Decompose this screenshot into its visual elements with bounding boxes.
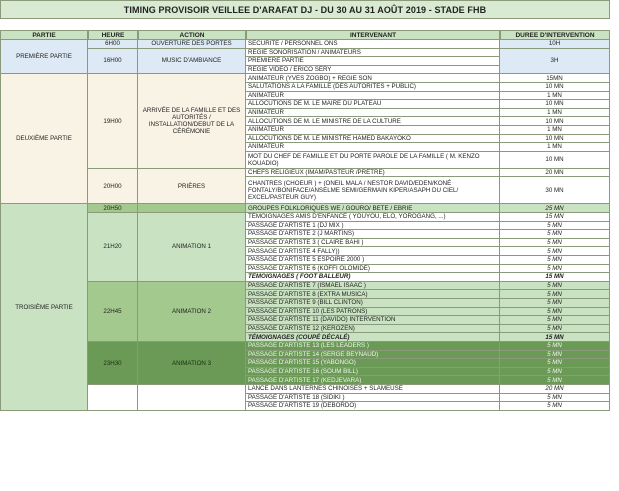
intervenant-cell: PASSAGE D'ARTISTE 13 (LES LEADERS ): [246, 342, 500, 351]
duree-cell: 5 MN: [500, 256, 610, 265]
heure-cell: 21H20: [88, 213, 138, 282]
action-cell: PRIÈRES: [138, 169, 246, 205]
intervenant-cell: ANIMATEUR (YVES ZOGBO) + REGIE SON: [246, 74, 500, 83]
intervenant-cell: PASSAGE D'ARTISTE 15 (YABONGO): [246, 359, 500, 368]
intervenant-cell: TÉMOIGNAGES (COUPÉ DÉCALÉ): [246, 333, 500, 342]
duree-cell: 5 MN: [500, 308, 610, 317]
intervenant-cell: PASSAGE D'ARTISTE 7 (ISMAEL ISAAC ): [246, 282, 500, 291]
duree-cell: 5 MN: [500, 247, 610, 256]
action-cell: ANIMATION 2: [138, 282, 246, 342]
intervenant-cell: ANIMATEUR: [246, 109, 500, 118]
header-heure: HEURE: [88, 30, 138, 40]
intervenant-cell: PASSAGE D'ARTISTE 8 (EXTRA MUSICA): [246, 290, 500, 299]
intervenant-cell: PASSAGE D'ARTISTE 11 (DAVIDO) INTERVENTION: [246, 316, 500, 325]
intervenant-cell: PASSAGE D'ARTISTE 3 ( CLAIRE BAHI ): [246, 239, 500, 248]
duree-cell: 1 MN: [500, 143, 610, 152]
duree-cell: 5 MN: [500, 222, 610, 231]
intervenant-cell: PASSAGE D'ARTISTE 18 (SIDIKI ): [246, 394, 500, 403]
duree-cell: 5 MN: [500, 325, 610, 334]
intervenant-cell: CHANTRES (CHOEUR ) + (ONEIL MALA / NESTOR DAVID/EDEN/KONÉ FONTALY/BONIFACE/ANSELME SEMI/GERMAIN KIPER/ASAPH DU CIEL/ EXCEL/PASTEUR GUY): [246, 177, 500, 204]
duree-cell: 30 MN: [500, 177, 610, 204]
action-cell: ARRIVÉE DE LA FAMILLE ET DES AUTORITÉS / INSTALLATION/DEBUT DE LA CÉRÉMONIE: [138, 74, 246, 168]
intervenant-cell: PREMIERE PARTIE: [246, 57, 500, 66]
duree-cell: 10 MN: [500, 117, 610, 126]
duree-cell: 3H: [500, 49, 610, 75]
intervenant-cell: ALLOCUTIONS DE M. LE MINISTRE HAMED BAKAYOKO: [246, 135, 500, 144]
duree-cell: 10 MN: [500, 135, 610, 144]
action-cell: [138, 204, 246, 213]
duree-cell: 10H: [500, 40, 610, 49]
duree-cell: 10 MN: [500, 83, 610, 92]
header-action: ACTION: [138, 30, 246, 40]
intervenant-cell: PASSAGE D'ARTISTE 19 (DEBORDO): [246, 402, 500, 411]
duree-cell: 1 MN: [500, 109, 610, 118]
duree-cell: 5 MN: [500, 299, 610, 308]
heure-cell: 22H45: [88, 282, 138, 342]
duree-cell: 15MN: [500, 74, 610, 83]
heure-cell: 23H30: [88, 342, 138, 385]
intervenant-cell: PASSAGE D'ARTISTE 12 (KEROZEN): [246, 325, 500, 334]
heure-cell: 20H00: [88, 169, 138, 205]
header-intervenant: INTERVENANT: [246, 30, 500, 40]
intervenant-cell: ALLOCUTIONS DE M. LE MAIRE DU PLATEAU: [246, 100, 500, 109]
page-title: TIMING PROVISOIR VEILLEE D'ARAFAT DJ - DU 30 AU 31 AOÛT 2019 - STADE FHB: [0, 0, 610, 19]
header-partie: PARTIE: [0, 30, 88, 40]
action-cell: ANIMATION 3: [138, 342, 246, 385]
heure-cell: [88, 385, 138, 411]
intervenant-cell: PASSAGE D'ARTISTE 10 (LES PATRONS): [246, 308, 500, 317]
intervenant-cell: CHEFS RELIGIEUX (IMAM/PASTEUR /PRÊTRE): [246, 169, 500, 178]
intervenant-cell: REGIE SONORISATION / ANIMATEURS: [246, 49, 500, 58]
duree-cell: 1 MN: [500, 126, 610, 135]
action-cell: ANIMATION 1: [138, 213, 246, 282]
intervenant-cell: GROUPES FOLKLORIQUES WE / GOURO/ BETE / EBRIE: [246, 204, 500, 213]
intervenant-cell: SECURITE / PERSONNEL ONS: [246, 40, 500, 49]
duree-cell: 5 MN: [500, 351, 610, 360]
duree-cell: 5 MN: [500, 316, 610, 325]
intervenant-cell: MOT DU CHEF DE FAMILLE ET DU PORTE PAROLE DE LA FAMILLE ( M. KENZO KOUADIO): [246, 152, 500, 169]
intervenant-cell: ANIMATEUR: [246, 143, 500, 152]
heure-cell: 19H00: [88, 74, 138, 168]
intervenant-cell: PASSAGE D'ARTISTE 1 (DJ MIX ): [246, 222, 500, 231]
duree-cell: 5 MN: [500, 359, 610, 368]
intervenant-cell: PASSAGE D'ARTISTE 6 (KOFFI OLOMIDÉ): [246, 265, 500, 274]
intervenant-cell: REGIE VIDEO / ERICO SERY: [246, 66, 500, 75]
intervenant-cell: ANIMATEUR: [246, 126, 500, 135]
intervenant-cell: PASSAGE D'ARTISTE 9 (BILL CLINTON): [246, 299, 500, 308]
duree-cell: 5 MN: [500, 239, 610, 248]
partie-label: PREMIÈRE PARTIE: [0, 40, 88, 74]
duree-cell: 5 MN: [500, 230, 610, 239]
duree-cell: 15 MN: [500, 333, 610, 342]
duree-cell: 5 MN: [500, 376, 610, 385]
duree-cell: 20 MN: [500, 385, 610, 394]
duree-cell: 5 MN: [500, 265, 610, 274]
heure-cell: 6H00: [88, 40, 138, 49]
duree-cell: 20 MN: [500, 169, 610, 178]
action-cell: [138, 385, 246, 411]
duree-cell: 5 MN: [500, 342, 610, 351]
intervenant-cell: ANIMATEUR: [246, 92, 500, 101]
intervenant-cell: PASSAGE D'ARTISTE 16 (SOUM BILL): [246, 368, 500, 377]
action-cell: OUVERTURE DES PORTES: [138, 40, 246, 49]
duree-cell: 15 MN: [500, 273, 610, 282]
intervenant-cell: PASSAGE D'ARTISTE 4 FALLY)): [246, 247, 500, 256]
partie-label: DEUXIÈME PARTIE: [0, 74, 88, 204]
duree-cell: 5 MN: [500, 394, 610, 403]
intervenant-cell: PASSAGE D'ARTISTE 14 (SERGE BEYNAUD): [246, 351, 500, 360]
intervenant-cell: ALLOCUTIONS DE M. LE MINISTRE DE LA CULTURE: [246, 117, 500, 126]
duree-cell: 10 MN: [500, 100, 610, 109]
header-duree: DUREE D'INTERVENTION: [500, 30, 610, 40]
duree-cell: 5 MN: [500, 368, 610, 377]
duree-cell: 5 MN: [500, 290, 610, 299]
intervenant-cell: PASSAGE D'ARTISTE 17 (KEDJEVARA): [246, 376, 500, 385]
spacer-row: [0, 19, 610, 30]
action-cell: MUSIC D'AMBIANCE: [138, 49, 246, 75]
duree-cell: 25 MN: [500, 204, 610, 213]
partie-label: TROISIÈME PARTIE: [0, 204, 88, 410]
intervenant-cell: TÉMOIGNAGES AMIS D'ENFANCE ( YOUYOU, ELO, YOROGANG, ...): [246, 213, 500, 222]
intervenant-cell: TÉMOIGNAGES ( FOOT BALLEUR): [246, 273, 500, 282]
intervenant-cell: PASSAGE D'ARTISTE 5 ESPOIRE 2000 ): [246, 256, 500, 265]
duree-cell: 10 MN: [500, 152, 610, 169]
intervenant-cell: SALUTATIONS A LA FAMILLE (DES AUTORITES + PUBLIC): [246, 83, 500, 92]
duree-cell: 15 MN: [500, 213, 610, 222]
intervenant-cell: PASSAGE D'ARTISTE 2 (J MARTINS): [246, 230, 500, 239]
duree-cell: 5 MN: [500, 282, 610, 291]
heure-cell: 16H00: [88, 49, 138, 75]
heure-cell: 20H50: [88, 204, 138, 213]
duree-cell: 5 MN: [500, 402, 610, 411]
intervenant-cell: LANCE DANS LANTERNES CHINOISES + SLAMEUSE: [246, 385, 500, 394]
duree-cell: 1 MN: [500, 92, 610, 101]
